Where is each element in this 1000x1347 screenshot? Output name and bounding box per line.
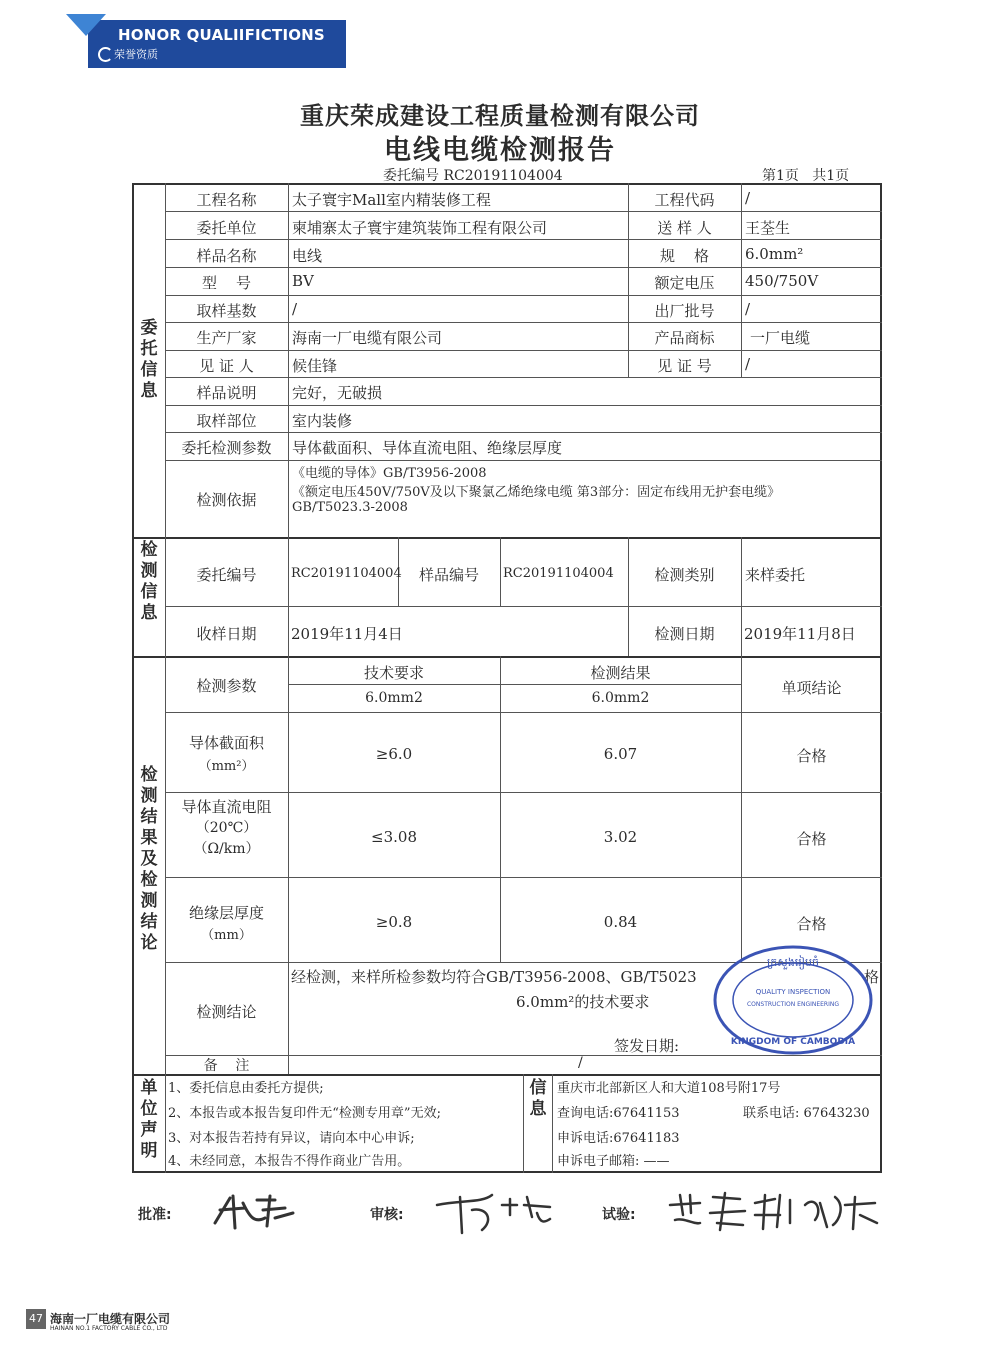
conclusion-line1-end: 格 bbox=[864, 968, 880, 986]
row-line bbox=[165, 267, 882, 268]
label-params: 委托检测参数 bbox=[181, 439, 272, 457]
value-test-type: 来样委托 bbox=[745, 566, 806, 584]
company-title: 重庆荣成建设工程质量检测有限公司 bbox=[300, 101, 700, 130]
review-label: 审核: bbox=[370, 1207, 404, 1223]
row-line bbox=[165, 295, 882, 296]
row1-unit: （mm²） bbox=[198, 759, 255, 774]
row-line bbox=[165, 712, 882, 713]
svg-text:KINGDOM OF CAMBODIA: KINGDOM OF CAMBODIA bbox=[730, 1037, 856, 1047]
value-base: / bbox=[292, 300, 298, 318]
label-receive: 收样日期 bbox=[196, 625, 257, 643]
statement-item: 3、对本报告若持有异议，请向本中心申诉; bbox=[168, 1131, 415, 1146]
value-maker: 海南一厂电缆有限公司 bbox=[292, 329, 443, 347]
contact-complaint: 申诉电话:67641183 bbox=[557, 1131, 680, 1146]
row2-unit: （Ω/km） bbox=[193, 841, 260, 857]
label-client: 委托单位 bbox=[196, 219, 257, 237]
label-sender: 送 样 人 bbox=[657, 219, 712, 237]
entrust-number: 委托编号 RC20191104004 bbox=[383, 168, 563, 184]
row3-res: 0.84 bbox=[603, 913, 638, 931]
contact-inquiry: 查询电话:67641153 bbox=[557, 1106, 680, 1121]
row-line bbox=[165, 377, 882, 378]
contact-phone: 联系电话: 67643230 bbox=[743, 1106, 870, 1121]
banner-ring-icon bbox=[98, 47, 113, 62]
value-project-name: 太子寰宇Mall室内精装修工程 bbox=[292, 191, 491, 209]
value-spec: 6.0mm² bbox=[745, 245, 804, 263]
label-batch: 出厂批号 bbox=[654, 302, 715, 320]
row3-param: 绝缘层厚度 bbox=[188, 904, 264, 922]
basis-line: 《额定电压450V/750V及以下聚氯乙烯绝缘电缆 第3部分：固定布线用无护套电缆》 bbox=[292, 485, 781, 500]
section-entrust bbox=[136, 318, 162, 402]
section-info bbox=[525, 1078, 551, 1120]
label-witness: 见 证 人 bbox=[199, 357, 254, 375]
value-remark: / bbox=[578, 1055, 583, 1071]
row2-res: 3.02 bbox=[603, 828, 638, 846]
row1-conc: 合格 bbox=[796, 747, 827, 765]
conclusion-line1: 经检测，来样所检参数均符合GB/T3956-2008、GB/T5023 bbox=[291, 968, 697, 986]
label-model: 型 号 bbox=[201, 274, 252, 292]
col-line bbox=[741, 183, 742, 377]
value-entrust-no: RC20191104004 bbox=[291, 566, 402, 581]
label-maker: 生产厂家 bbox=[196, 329, 257, 347]
statement-item: 4、未经同意，本报告不得作商业广告用。 bbox=[168, 1154, 411, 1169]
label-desc: 样品说明 bbox=[196, 384, 257, 402]
row-line bbox=[165, 350, 882, 351]
statement-item: 1、委托信息由委托方提供; bbox=[168, 1081, 324, 1096]
value-desc: 完好，无破损 bbox=[292, 384, 383, 402]
footer-company-en: HAINAN NO.1 FACTORY CABLE CO., LTD bbox=[50, 1325, 168, 1332]
row3-conc: 合格 bbox=[796, 915, 827, 933]
section-result-text: 检测结果及检测结论 bbox=[140, 765, 158, 953]
approve-label: 批准: bbox=[138, 1207, 172, 1223]
label-voltage: 额定电压 bbox=[654, 274, 715, 292]
value-test-date: 2019年11月8日 bbox=[744, 625, 856, 643]
row3-req: ≥0.8 bbox=[375, 913, 413, 931]
banner-title-en: HONOR QUALIIFICTIONS bbox=[118, 26, 325, 44]
svg-text:ក្រសួងរៀបចំ: ក្រសួងរៀបចំ bbox=[767, 956, 819, 969]
section-unit-text: 单位声明 bbox=[140, 1078, 158, 1161]
col-line bbox=[500, 537, 501, 606]
row1-param: 导体截面积 bbox=[188, 734, 264, 752]
row2-conc: 合格 bbox=[796, 830, 827, 848]
label-test-type: 检测类别 bbox=[654, 566, 715, 584]
col-line bbox=[288, 183, 289, 1074]
row3-unit: （mm） bbox=[201, 928, 252, 943]
row-line bbox=[165, 239, 882, 240]
section-test-info bbox=[136, 540, 162, 624]
row2-param: 导体直流电阻 bbox=[181, 798, 272, 816]
value-location: 室内装修 bbox=[292, 412, 353, 430]
page-info: 第1页 共1页 bbox=[762, 168, 850, 184]
banner-title-cn: 荣誉资质 bbox=[114, 48, 158, 61]
row1-req: ≥6.0 bbox=[375, 745, 413, 763]
value-witness-no: / bbox=[745, 355, 751, 373]
section-line bbox=[132, 656, 882, 658]
row-line bbox=[165, 405, 882, 406]
header-result: 检测结果 bbox=[590, 664, 651, 682]
label-conclusion: 检测结论 bbox=[196, 1003, 257, 1021]
row-line bbox=[165, 792, 882, 793]
row-line bbox=[165, 877, 882, 878]
label-sample-no: 样品编号 bbox=[418, 566, 479, 584]
label-test-date: 检测日期 bbox=[654, 625, 715, 643]
row2-cond: （20℃） bbox=[195, 820, 258, 836]
row-line bbox=[165, 606, 882, 607]
value-params: 导体截面积、导体直流电阻、绝缘层厚度 bbox=[292, 439, 563, 457]
row-line bbox=[165, 211, 882, 212]
section-line bbox=[132, 537, 882, 539]
value-client: 柬埔寨太子寰宇建筑装饰工程有限公司 bbox=[292, 219, 548, 237]
row1-res: 6.07 bbox=[603, 745, 638, 763]
contact-address: 重庆市北部新区人和大道108号附17号 bbox=[557, 1081, 781, 1096]
req-spec: 6.0mm2 bbox=[365, 690, 423, 706]
svg-text:CONSTRUCTION ENGINEERING: CONSTRUCTION ENGINEERING bbox=[746, 1001, 840, 1008]
label-project-name: 工程名称 bbox=[196, 191, 257, 209]
honor-banner bbox=[66, 14, 346, 68]
value-brand: 一厂电缆 bbox=[750, 329, 811, 347]
approver-signature bbox=[205, 1188, 300, 1233]
row-line bbox=[288, 684, 741, 685]
conclusion-line2: 6.0mm²的技术要求 bbox=[516, 993, 650, 1011]
value-sender: 王荃生 bbox=[745, 219, 791, 237]
footer-company-cn: 海南一厂电缆有限公司 bbox=[50, 1312, 171, 1326]
row-line bbox=[165, 460, 882, 461]
row-line bbox=[165, 432, 882, 433]
section-test-info-text: 检测信息 bbox=[140, 540, 158, 623]
basis-line: 《电缆的导体》GB/T3956-2008 bbox=[292, 466, 487, 481]
section-entrust-text: 委托信息 bbox=[140, 318, 158, 401]
res-spec: 6.0mm2 bbox=[591, 690, 650, 706]
page-number: 47 bbox=[26, 1309, 46, 1329]
col-line bbox=[741, 537, 742, 656]
statement-item: 2、本报告或本报告复印件无“检测专用章”无效; bbox=[168, 1106, 441, 1121]
row-line bbox=[165, 322, 882, 323]
row2-req: ≤3.08 bbox=[371, 828, 417, 846]
label-base: 取样基数 bbox=[196, 302, 257, 320]
label-witness-no: 见 证 号 bbox=[657, 357, 712, 375]
label-entrust-no: 委托编号 bbox=[196, 566, 257, 584]
value-model: BV bbox=[292, 272, 314, 290]
section-unit bbox=[136, 1078, 162, 1162]
value-project-code: / bbox=[745, 189, 751, 207]
label-sample-name: 样品名称 bbox=[196, 247, 257, 265]
value-receive: 2019年11月4日 bbox=[291, 625, 403, 643]
value-witness: 候佳锋 bbox=[292, 357, 338, 375]
header-conclusion: 单项结论 bbox=[781, 679, 842, 697]
label-project-code: 工程代码 bbox=[654, 191, 715, 209]
test-label: 试验: bbox=[602, 1207, 636, 1223]
value-sample-name: 电线 bbox=[292, 247, 323, 265]
header-requirement: 技术要求 bbox=[363, 664, 424, 682]
banner-triangle-icon bbox=[66, 14, 106, 36]
label-location: 取样部位 bbox=[196, 412, 257, 430]
header-param: 检测参数 bbox=[196, 677, 257, 695]
col-line bbox=[523, 1074, 524, 1173]
value-batch: / bbox=[745, 300, 751, 318]
label-brand: 产品商标 bbox=[654, 329, 715, 347]
col-line bbox=[165, 1074, 166, 1173]
contact-email: 申诉电子邮箱: —— bbox=[557, 1154, 670, 1169]
section-info-text: 信息 bbox=[529, 1078, 547, 1119]
report-title: 电线电缆检测报告 bbox=[384, 135, 616, 166]
section-result bbox=[136, 765, 162, 954]
value-sample-no: RC20191104004 bbox=[503, 566, 614, 581]
inspection-stamp bbox=[712, 944, 874, 1056]
label-spec: 规 格 bbox=[659, 247, 710, 265]
label-basis: 检测依据 bbox=[196, 491, 257, 509]
svg-text:QUALITY INSPECTION: QUALITY INSPECTION bbox=[755, 988, 831, 996]
reviewer-signature bbox=[432, 1185, 557, 1240]
sign-date-label: 签发日期: bbox=[614, 1037, 680, 1055]
label-remark: 备 注 bbox=[203, 1058, 250, 1074]
tester-signature bbox=[665, 1185, 885, 1240]
col-line bbox=[552, 1074, 553, 1173]
basis-line: GB/T5023.3-2008 bbox=[292, 500, 408, 515]
value-voltage: 450/750V bbox=[745, 272, 819, 290]
